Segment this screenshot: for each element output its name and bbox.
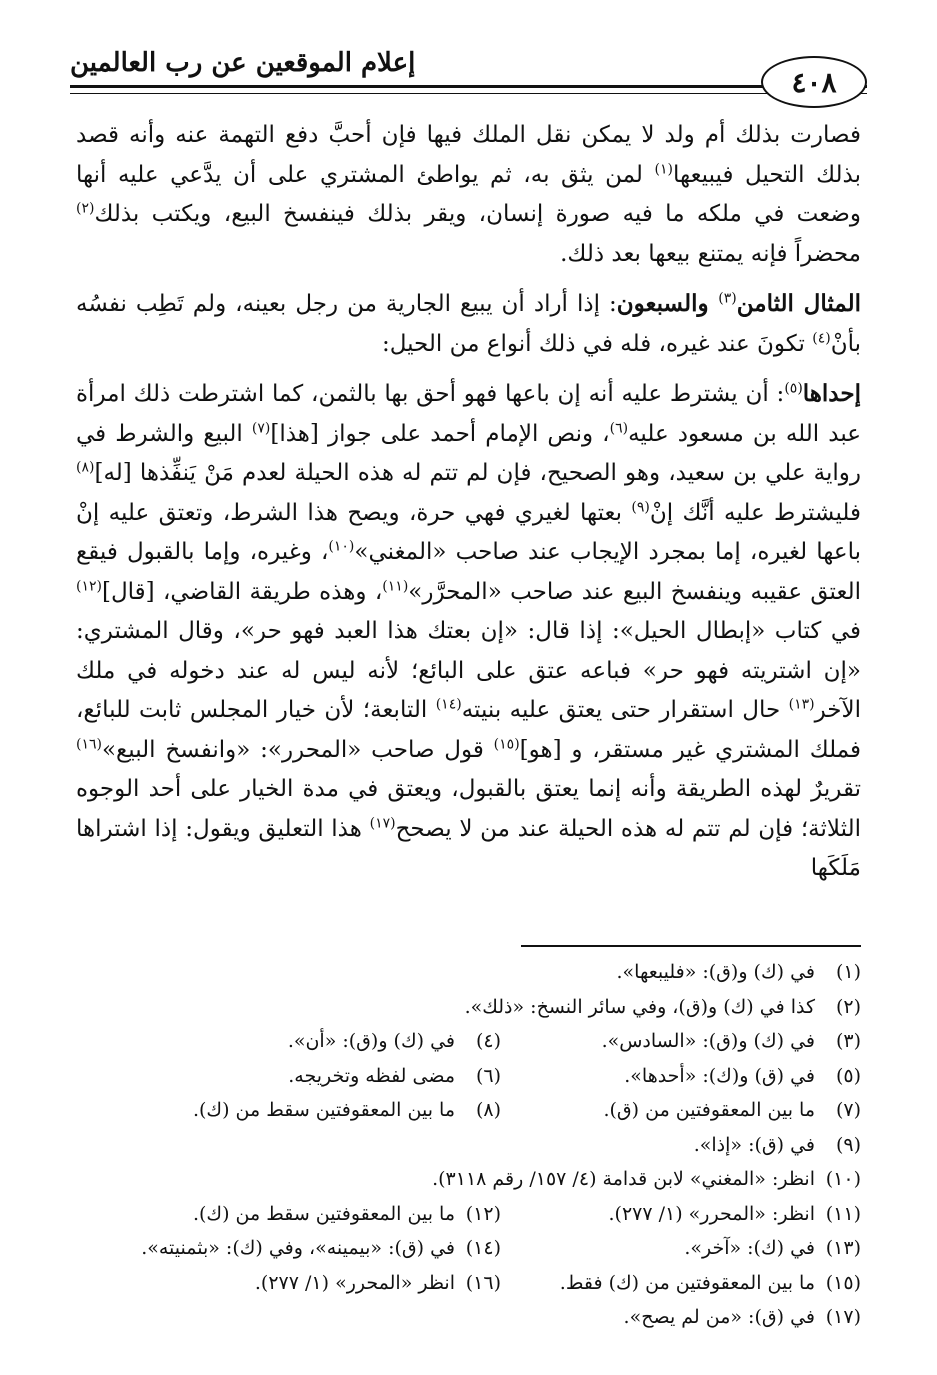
footnote xyxy=(76,1024,501,1059)
footnote xyxy=(76,990,861,1025)
text-run: : أن يشترط عليه أنه إن باعها فهو أحق بها بالثمن، كما اشترطت ذلك امرأة عبد الله بن مسعود عليه xyxy=(76,381,862,447)
footnote xyxy=(501,1024,861,1059)
footnote-number: (١٧) xyxy=(825,1306,861,1328)
footnote-ref[interactable]: (٧) xyxy=(251,419,271,436)
footnote xyxy=(501,1059,861,1094)
footnote-number: (٧) xyxy=(835,1099,861,1121)
footnote-text: كذا في (ك) و(ق)، وفي سائر النسخ: «ذلك». xyxy=(464,995,815,1018)
footnote-row xyxy=(76,1300,861,1335)
footnote-text: في (ق): «من لم يصح». xyxy=(623,1306,815,1328)
text-run: حال استقرار حتى يعتق عليه بنيته xyxy=(461,697,789,723)
footnote xyxy=(501,1231,861,1266)
footnote-ref[interactable]: (١٥) xyxy=(493,735,520,752)
footnote-text: انظر: «المحرر» (١/ ٢٧٧). xyxy=(608,1202,815,1225)
text-run: هذا التعليق ويقول: إذا اشتراها مَلَكَها xyxy=(76,815,861,881)
text-run: تقريرٌ لهذه الطريقة وأنه إنما يعتق بالقبول، ويعتق في مدة الخيار على أحد الوجوه الثلاثة؛ فإن لم تتم له هذه الحيلة عند من لا يصحح xyxy=(76,776,861,842)
page-header xyxy=(70,38,867,108)
footnote-ref[interactable]: (١٤) xyxy=(435,696,462,713)
footnote-number: (٤) xyxy=(475,1030,501,1052)
footnote-row xyxy=(76,1093,861,1128)
footnote-row xyxy=(76,1059,861,1094)
footnote-text: مضى لفظه وتخريجه. xyxy=(288,1064,455,1087)
footnote xyxy=(76,1231,501,1266)
text-run: فصارت بذلك أم ولد لا يمكن نقل الملك فيها فإن أحبَّ دفع التهمة عنه وأنه قصد بذلك التحيل فيبيعها xyxy=(76,122,861,188)
footnote-ref[interactable]: (١٢) xyxy=(76,577,102,594)
text-run: تكونَ عند غيره، فله في ذلك أنواع من الحيل: xyxy=(381,330,813,357)
footnote-ref[interactable]: (٨) xyxy=(76,459,95,476)
text-run: بعتها لغيري فهي حرة، ويصح هذا الشرط، وتعتق عليه إنْ باعها لغيره، إما بمجرد الإيجاب عند صاحب «المغني» xyxy=(76,499,861,565)
footnote-number: (١٢) xyxy=(465,1202,501,1225)
running-title: إعلام الموقعين عن رب العالمين xyxy=(70,48,416,78)
text-run: ، ونص الإمام أحمد على جواز [هذا] xyxy=(270,420,610,447)
footnote-number: (٨) xyxy=(475,1099,501,1121)
footnote xyxy=(501,1197,861,1232)
footnote-text: انظر: «المغني» لابن قدامة (٤/ ١٥٧/ رقم ٣١١٨). xyxy=(432,1168,815,1190)
footnote-text: في (ك) و(ق): «فليبعها». xyxy=(616,961,815,983)
footnote-row xyxy=(76,990,861,1025)
text-run: ، وهذه طريقة القاضي، [قال] xyxy=(101,578,383,605)
footnote-text: ما بين المعقوفتين سقط من (ك). xyxy=(192,1099,455,1121)
subsection-heading: إحداها xyxy=(802,380,861,407)
footnote-text: في (ك): «آخر». xyxy=(684,1237,815,1259)
text-run: التابعة؛ لأن خيار المجلس ثابت للبائع، فملك المشتري غير مستقر، و [هو] xyxy=(76,697,861,763)
footnote-row xyxy=(76,1024,861,1059)
footnote-row xyxy=(76,955,861,990)
footnote-ref[interactable]: (٣) xyxy=(718,290,737,307)
footnote-number: (٥) xyxy=(835,1064,861,1087)
footnote-text: انظر «المحرر» (١/ ٢٧٧). xyxy=(254,1271,455,1294)
footnote xyxy=(76,1162,861,1197)
footnote-ref[interactable]: (٤) xyxy=(812,329,831,346)
footnote-text: ما بين المعقوفتين من (ق). xyxy=(603,1099,815,1121)
text-run: ، وغيره، وإما بالقبول فيقع العتق عقيبه وينفسخ البيع عند صاحب «المحرَّر» xyxy=(76,539,861,605)
footnote-number: (٦) xyxy=(475,1064,501,1087)
footnote-ref[interactable]: (١) xyxy=(654,160,673,177)
text-run: فليشترط عليه أنَّك إنْ xyxy=(649,499,862,526)
footnote-number: (٩) xyxy=(835,1133,861,1156)
footnote xyxy=(76,1093,501,1128)
footnote xyxy=(501,1093,861,1128)
footnote-text: ما بين المعقوفتين سقط من (ك). xyxy=(192,1202,455,1225)
paragraph-3 xyxy=(76,374,861,889)
header-rule xyxy=(70,85,867,88)
footnote-text: في (ق): «إذا». xyxy=(693,1133,815,1156)
footnote-number: (١) xyxy=(835,961,861,983)
text-run: : إذا أراد أن يبيع الجارية من رجل بعينه، ولم تَطِب نفسُه بأنْ xyxy=(76,291,861,357)
footnote-number: (١٠) xyxy=(825,1168,861,1190)
footnote-row xyxy=(76,1231,861,1266)
paragraph-1 xyxy=(76,116,861,274)
footnote-separator xyxy=(521,945,861,947)
footnote xyxy=(501,1266,861,1301)
footnote-row xyxy=(76,1128,861,1163)
footnote xyxy=(76,1197,501,1232)
footnote-text: ما بين المعقوفتين من (ك) فقط. xyxy=(559,1271,815,1294)
footnote xyxy=(76,1059,501,1094)
text-run: لمن يثق به، ثم يواطئ المشتري على أن يدَّعي عليه أنها وضعت في ملكه ما فيه صورة إنسان، ويقر بذلك فينفسخ البيع، ويكتب بذلك xyxy=(76,161,861,227)
footnote-number: (٣) xyxy=(835,1030,861,1052)
footnote-text: في (ك) و(ق): «أن». xyxy=(287,1030,455,1052)
footnote-ref[interactable]: (١٣) xyxy=(788,696,815,713)
footnote-text: في (ق): «بيمينه»، وفي (ك): «بثمنيته». xyxy=(141,1237,455,1259)
footnote-row xyxy=(76,1266,861,1301)
page-number: ٤٠٨ xyxy=(761,56,867,108)
footnote-number: (٢) xyxy=(835,995,861,1018)
footnote-number: (١٦) xyxy=(465,1271,501,1294)
text-run: في كتاب «إبطال الحيل»: إذا قال: «إن بعتك هذا العبد فهو حر»، وقال المشتري: «إن اشتريته فهو حر» فباعه عتق على البائع؛ لأنه ليس له عند دخوله في ملك الآخر xyxy=(76,618,861,723)
footnote-ref[interactable]: (٦) xyxy=(609,419,629,436)
footnote xyxy=(76,1300,861,1335)
footnote-ref[interactable]: (٢) xyxy=(76,200,95,217)
text-run: محضراً فإنه يمتنع بيعها بعد ذلك. xyxy=(560,240,861,267)
footnote-ref[interactable]: (١١) xyxy=(382,577,409,594)
paragraph-2 xyxy=(76,284,861,364)
footnote-text: في (ك) و(ق): «السادس». xyxy=(601,1030,815,1052)
footnote-number: (١٣) xyxy=(825,1237,861,1259)
footnote xyxy=(76,1266,501,1301)
text-run: البيع والشرط في رواية علي بن سعيد، وهو الصحيح، فإن لم تتم له هذه الحيلة لعدم مَنْ يَنفِّذها [له] xyxy=(76,420,861,486)
main-text xyxy=(76,116,861,899)
footnote-ref[interactable]: (١٧) xyxy=(369,814,396,831)
footnote-ref[interactable]: (١٦) xyxy=(76,735,102,752)
section-heading-cont: والسبعون xyxy=(616,290,719,317)
footnote-row xyxy=(76,1162,861,1197)
footnote xyxy=(76,955,861,990)
footnote-number: (١١) xyxy=(825,1202,861,1225)
footnote-ref[interactable]: (٥) xyxy=(784,380,803,397)
footnote xyxy=(76,1128,861,1163)
section-heading: المثال الثامن xyxy=(736,290,861,317)
footnote-number: (١٥) xyxy=(825,1271,861,1294)
footnotes xyxy=(76,955,861,1335)
footnote-number: (١٤) xyxy=(465,1237,501,1259)
footnote-row xyxy=(76,1197,861,1232)
footnote-text: في (ق) و(ك): «أحدها». xyxy=(624,1064,815,1087)
text-run: قول صاحب «المحرر»: «وانفسخ البيع» xyxy=(101,736,494,763)
footnote-ref[interactable]: (٩) xyxy=(631,498,650,515)
footnote-ref[interactable]: (١٠) xyxy=(328,538,355,555)
header-rule-thin xyxy=(70,93,867,94)
